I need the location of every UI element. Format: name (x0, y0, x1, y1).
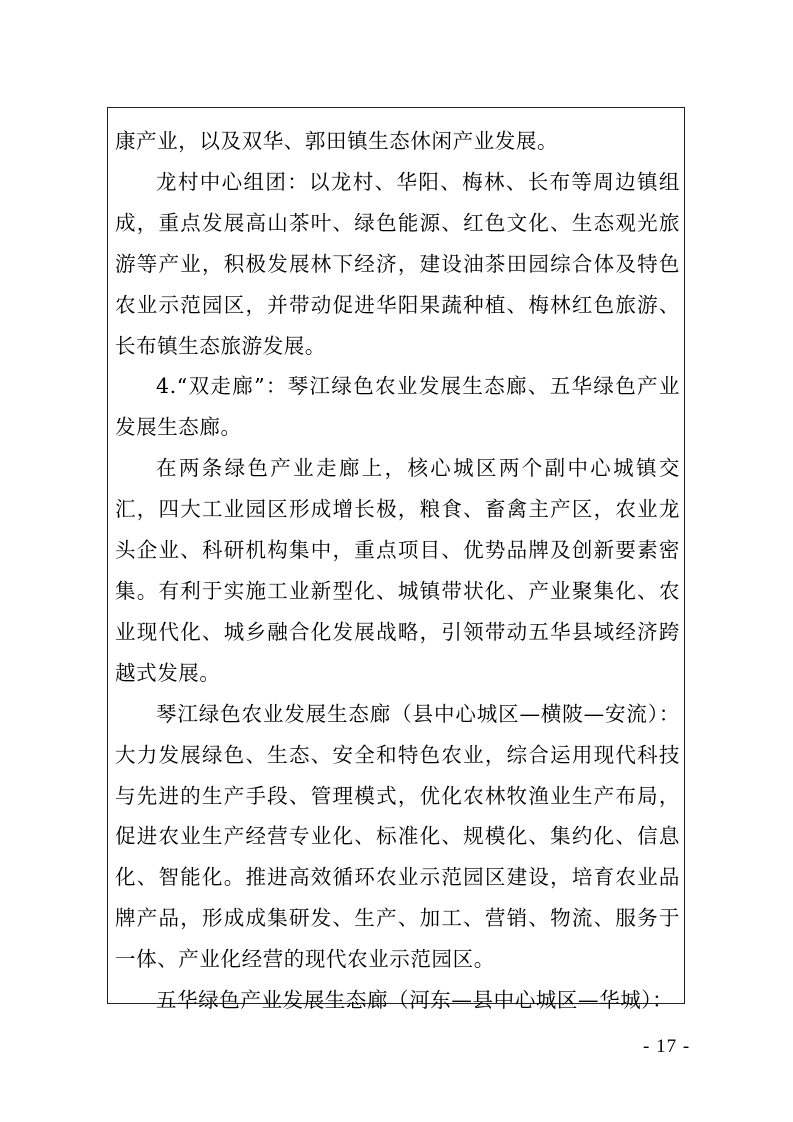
paragraph-longcun-cluster: 龙村中心组团：以龙村、华阳、梅林、长布等周边镇组成，重点发展高山茶叶、绿色能源、红色文化、生态观光旅游等产业，积极发展林下经济，建设油茶田园综合体及特色农业示范园区，并带动促进华阳果蔬种植、梅林红色旅游、长布镇生态旅游发展。 (115, 169, 680, 358)
page-number: - 17 - (643, 1036, 691, 1057)
paragraph-continuation: 康产业，以及双华、郭田镇生态休闲产业发展。 (115, 129, 559, 153)
paragraph-wuhua-corridor: 五华绿色产业发展生态廊（河东—县中心城区—华城）： (156, 988, 674, 1013)
paragraph-double-corridor-heading: 4.“双走廊”：琴江绿色农业发展生态廊、五华绿色产业发展生态廊。 (115, 374, 680, 440)
paragraph-qinjiang-corridor: 琴江绿色农业发展生态廊（县中心城区—横陂—安流）：大力发展绿色、生态、安全和特色农业，综合运用现代科技与先进的生产手段、管理模式，优化农林牧渔业生产布局，促进农业生产经营专业化、标准化、规模化、集约化、信息化、智能化。推进高效循环农业示范园区建设，培育农业品牌产品，形成成集研发、生产、加工、营销、物流、服务于一体、产业化经营的现代农业示范园区。 (115, 701, 680, 972)
paragraph-corridor-overview: 在两条绿色产业走廊上，核心城区两个副中心城镇交汇，四大工业园区形成增长极，粮食、畜禽主产区，农业龙头企业、科研机构集中，重点项目、优势品牌及创新要素密集。有利于实施工业新型化、城镇带状化、产业聚集化、农业现代化、城乡融合化发展战略，引领带动五华县域经济跨越式发展。 (115, 456, 680, 685)
document-body (115, 121, 680, 1021)
